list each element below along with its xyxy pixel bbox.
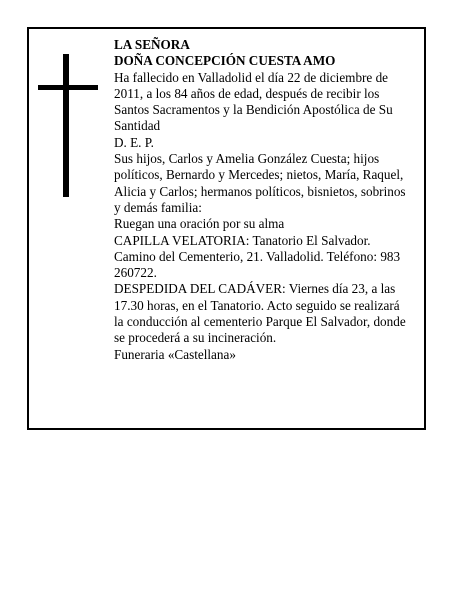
deceased-name: DOÑA CONCEPCIÓN CUESTA AMO (114, 53, 336, 69)
obituary-text (114, 37, 410, 363)
family-list: Sus hijos, Carlos y Amelia González Cuesta; hijos políticos, Bernardo y Mercedes; nietos, María, Raquel, Alicia y Carlos; hermanos políticos, bisnietos, sobrinos y demás familia: (114, 151, 406, 215)
prayer-request: Ruegan una oración por su alma (114, 216, 285, 232)
title-la-senora: LA SEÑORA (114, 37, 190, 52)
cross-vertical-bar (63, 54, 69, 197)
cross-horizontal-bar (38, 85, 98, 90)
dep-line: D. E. P. (114, 134, 154, 150)
farewell-info: DESPEDIDA DEL CADÁVER: Viernes día 23, a las 17.30 horas, en el Tanatorio. Acto seguido se realizará la conducción al cementerio Parque El Salvador, donde se procederá a su incineración. (114, 281, 406, 346)
funeral-home: Funeraria «Castellana» (114, 346, 236, 362)
chapel-info: CAPILLA VELATORIA: Tanatorio El Salvador. Camino del Cementerio, 21. Valladolid. Teléfono: 983 260722. (114, 232, 401, 281)
death-announcement: Ha fallecido en Valladolid el día 22 de diciembre de 2011, a los 84 años de edad, después de recibir los Santos Sacramentos y la Bendición Apostólica de Su Santidad (114, 69, 393, 134)
cross-icon (38, 54, 98, 197)
